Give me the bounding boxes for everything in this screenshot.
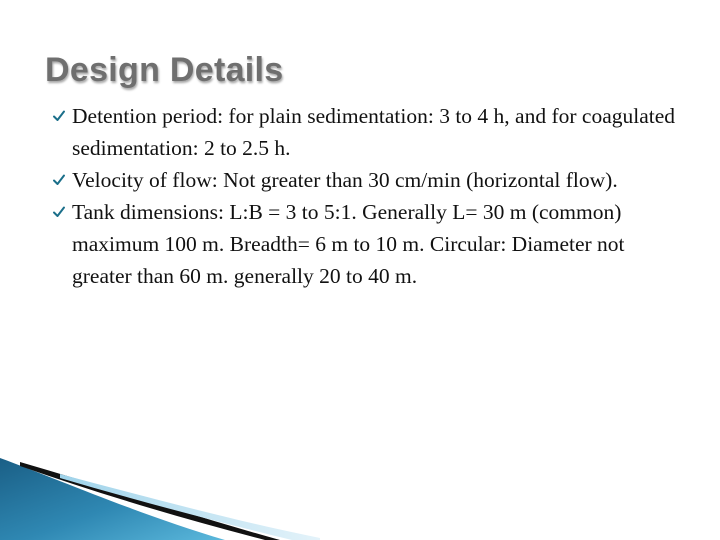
bullet-text: Tank dimensions: L:B = 3 to 5:1. Generally L= 30 m (common) maximum 100 m. Breadth= 6 m to 10 m. Circular: Diameter not greater than 60 m. generally 20 to 40 m.: [72, 200, 625, 288]
bullet-item-detention-period: [48, 100, 688, 164]
check-icon: [52, 173, 66, 187]
check-icon: [52, 205, 66, 219]
bullet-item-velocity-of-flow: [48, 164, 688, 196]
check-icon: [52, 109, 66, 123]
slide-title: Design Details: [45, 51, 284, 89]
decorative-corner-swoosh: [0, 440, 320, 540]
bullet-list: [48, 100, 688, 292]
bullet-item-tank-dimensions: [48, 196, 688, 292]
bullet-text: Detention period: for plain sedimentation: 3 to 4 h, and for coagulated sedimentation: 2 to 2.5 h.: [72, 104, 676, 160]
bullet-text: Velocity of flow: Not greater than 30 cm/min (horizontal flow).: [72, 168, 618, 192]
